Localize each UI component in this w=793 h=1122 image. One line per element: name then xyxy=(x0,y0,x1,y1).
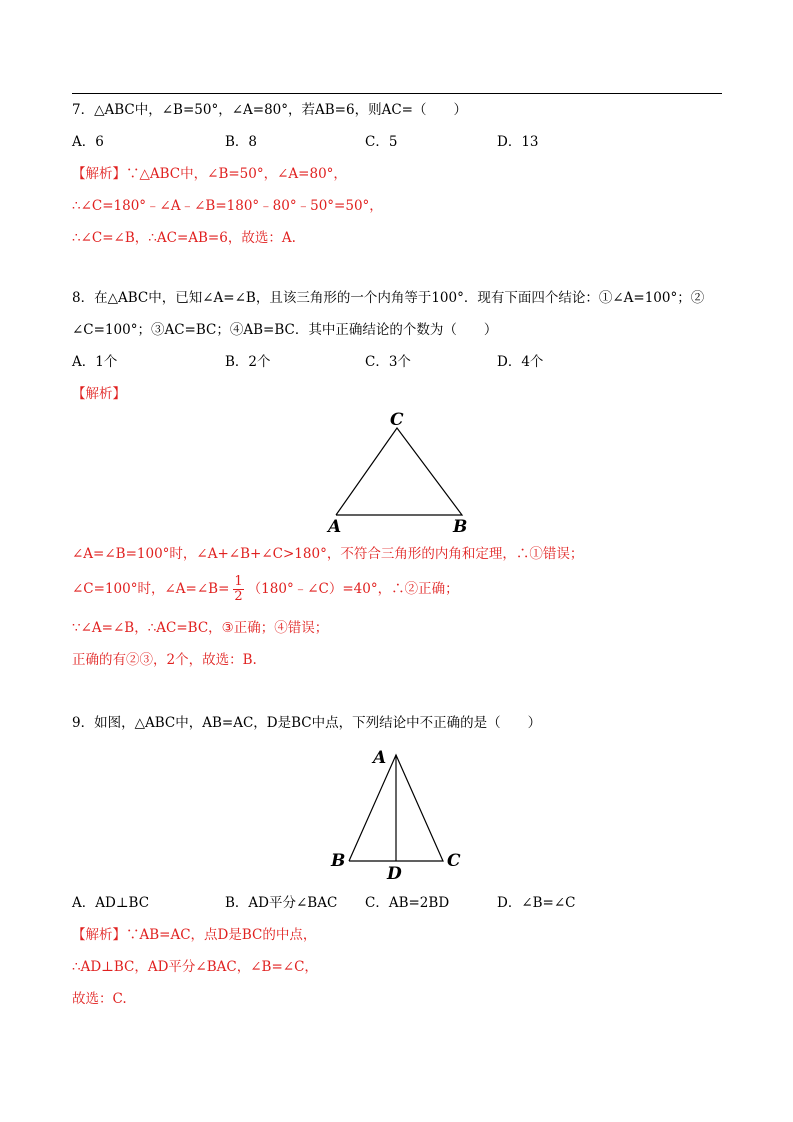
q9-option-b: B．AD平分∠BAC xyxy=(225,895,338,911)
q8-option-c: C．3个 xyxy=(365,354,411,370)
q9-analysis-line-1: 【解析】∵AB=AC，点D是BC的中点， xyxy=(72,927,317,943)
q8-analysis-label: 【解析】 xyxy=(72,386,126,402)
q9-label-c: C xyxy=(447,851,461,871)
q8-analysis-line-2-start: ∠C=100°时，∠A=∠B= xyxy=(72,581,230,597)
q8-analysis-line-2 xyxy=(72,573,459,605)
header-rule xyxy=(72,93,722,94)
q9-stem: 9．如图，△ABC中，AB=AC，D是BC中点，下列结论中不正确的是（ ） xyxy=(72,715,542,731)
q8-option-d: D．4个 xyxy=(497,354,544,370)
q8-option-b: B．2个 xyxy=(225,354,271,370)
q8-triangle-shape xyxy=(336,428,462,515)
q9-triangle-figure xyxy=(325,743,470,883)
q9-option-c: C．AB=2BD xyxy=(365,895,450,911)
q7-option-c: C．5 xyxy=(365,134,398,150)
q8-stem-line-2: ∠C=100°；③AC=BC；④AB=BC．其中正确结论的个数为（ ） xyxy=(72,322,498,338)
q9-option-a: A．AD⊥BC xyxy=(72,895,150,911)
q8-label-c: C xyxy=(390,410,404,430)
q8-label-a: A xyxy=(328,517,342,535)
q9-analysis-line-2: ∴AD⊥BC，AD平分∠BAC，∠B=∠C， xyxy=(72,959,318,975)
q7-analysis-line-2: ∴∠C=180°﹣∠A﹣∠B=180°﹣80°﹣50°=50°， xyxy=(72,198,383,214)
q8-analysis-line-4: 正确的有②③，2个，故选：B. xyxy=(72,652,257,668)
q8-analysis-line-1: ∠A=∠B=100°时，∠A+∠B+∠C>180°，不符合三角形的内角和定理，∴①错误； xyxy=(72,546,584,562)
q8-analysis-line-3: ∵∠A=∠B，∴AC=BC，③正确；④错误； xyxy=(72,620,329,636)
q8-fraction xyxy=(233,575,243,604)
q9-label-d: D xyxy=(387,864,402,883)
q8-analysis-line-2-end: （180°﹣∠C）=40°，∴②正确； xyxy=(247,581,459,597)
q8-option-a: A．1个 xyxy=(72,354,118,370)
q7-analysis-line-1: 【解析】∵△ABC中，∠B=50°，∠A=80°， xyxy=(72,166,347,182)
q9-label-b: B xyxy=(331,851,346,871)
q8-fraction-numerator: 1 xyxy=(234,574,243,589)
q7-analysis-line-3: ∴∠C=∠B，∴AC=AB=6，故选：A. xyxy=(72,230,296,246)
q8-fraction-denominator: 2 xyxy=(234,589,243,604)
q7-option-a: A．6 xyxy=(72,134,104,150)
q8-triangle-figure xyxy=(320,405,480,535)
q8-stem-line-1: 8．在△ABC中，已知∠A=∠B，且该三角形的一个内角等于100°．现有下面四个结论：①∠A=100°；② xyxy=(72,290,705,306)
q7-stem: 7．△ABC中，∠B=50°，∠A=80°，若AB=6，则AC=（ ） xyxy=(72,102,467,118)
q7-option-b: B．8 xyxy=(225,134,258,150)
q9-option-d: D．∠B=∠C xyxy=(497,895,576,911)
q9-label-a: A xyxy=(373,748,387,768)
q7-option-d: D．13 xyxy=(497,134,539,150)
q8-label-b: B xyxy=(453,517,468,535)
q9-analysis-line-3: 故选：C. xyxy=(72,991,127,1007)
